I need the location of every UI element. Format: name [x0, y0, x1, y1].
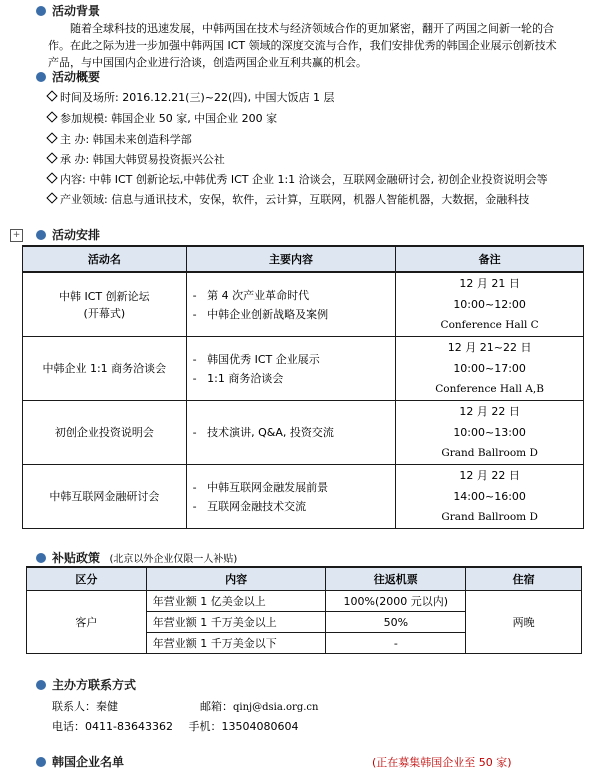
- table-move-handle-icon[interactable]: +: [10, 229, 23, 242]
- schedule-row: [23, 272, 584, 337]
- schedule-row: [23, 337, 584, 401]
- subsidy-table: [26, 566, 582, 654]
- schedule-note-cell: 12 月 22 日 14:00~16:00 Grand Ballroom D: [396, 465, 584, 529]
- section-contact-title: 主办方联系方式: [36, 676, 136, 693]
- subsidy-header-cell: 往返机票: [326, 567, 466, 591]
- section-background-title: 活动背景: [36, 2, 100, 19]
- section-bullet-icon: [36, 6, 46, 16]
- background-line-1: 随着全球科技的迅速发展，中韩两国在技术与经济领域合作的更加紧密，翻开了两国之间新一轮的合: [70, 22, 554, 35]
- subsidy-content-cell: 年营业额 1 亿美金以上: [146, 591, 326, 612]
- schedule-content-cell: - 技术演讲, Q&A, 投资交流: [186, 401, 396, 465]
- schedule-header-cell: 备注: [396, 246, 584, 272]
- schedule-name-cell: 初创企业投资说明会: [23, 401, 187, 465]
- schedule-note-cell: 12 月 21~22 日 10:00~17:00 Conference Hall A,B: [396, 337, 584, 401]
- schedule-content-cell: - 第 4 次产业革命时代 - 中韩企业创新战略及案例: [186, 272, 396, 337]
- schedule-name-cell: 中韩 ICT 创新论坛 (开幕式): [23, 272, 187, 337]
- subsidy-header-cell: 住宿: [466, 567, 582, 591]
- diamond-bullet-icon: [46, 172, 57, 183]
- schedule-content-cell: - 韩国优秀 ICT 企业展示 - 1:1 商务洽谈会: [186, 337, 396, 401]
- korea-list-note: (正在募集韩国企业至 50 家): [372, 756, 512, 769]
- subsidy-category-cell: 客户: [27, 591, 147, 654]
- section-bullet-icon: [36, 230, 46, 240]
- subsidy-row: [27, 591, 582, 612]
- schedule-name-cell: 中韩企业 1:1 商务洽谈会: [23, 337, 187, 401]
- subsidy-header-cell: 区分: [27, 567, 147, 591]
- subsidy-ticket-cell: -: [326, 633, 466, 654]
- section-bullet-icon: [36, 72, 46, 82]
- diamond-bullet-icon: [46, 132, 57, 143]
- subsidy-content-cell: 年营业额 1 千万美金以上: [146, 612, 326, 633]
- section-schedule-title: 活动安排: [36, 226, 100, 243]
- schedule-content-cell: - 中韩互联网金融发展前景 - 互联网金融技术交流: [186, 465, 396, 529]
- section-overview-title: 活动概要: [36, 68, 100, 85]
- subsidy-header-row: [27, 567, 582, 591]
- overview-item: 承 办: 韩国大韩贸易投资振兴公社: [48, 151, 225, 167]
- subsidy-note: (北京以外企业仅限一人补贴): [109, 554, 238, 565]
- overview-item: 参加规模: 韩国企业 50 家, 中国企业 200 家: [48, 110, 277, 126]
- section-bullet-icon: [36, 757, 46, 767]
- overview-item: 主 办: 韩国未来创造科学部: [48, 131, 192, 147]
- schedule-row: [23, 465, 584, 529]
- schedule-note-cell: 12 月 22 日 10:00~13:00 Grand Ballroom D: [396, 401, 584, 465]
- section-korea-list-title: 韩国企业名单: [36, 753, 124, 770]
- subsidy-ticket-cell: 50%: [326, 612, 466, 633]
- background-paragraph: [48, 20, 588, 71]
- schedule-note-cell: 12 月 21 日 10:00~12:00 Conference Hall C: [396, 272, 584, 337]
- schedule-table: [22, 245, 584, 529]
- background-line-3: 产品，与中国国内企业进行洽谈，创造两国企业互利共赢的机会。: [48, 56, 367, 69]
- schedule-header-cell: 活动名: [23, 246, 187, 272]
- schedule-header-cell: 主要内容: [186, 246, 396, 272]
- contact-email: 邮箱：qinj@dsia.org.cn: [200, 700, 319, 713]
- diamond-bullet-icon: [46, 192, 57, 203]
- subsidy-content-cell: 年营业额 1 千万美金以下: [146, 633, 326, 654]
- section-subsidy-title: 补贴政策 (北京以外企业仅限一人补贴): [36, 549, 237, 566]
- subsidy-ticket-cell: 100%(2000 元以内): [326, 591, 466, 612]
- background-line-2: 作。在此之际为进一步加强中韩两国 ICT 领域的深度交流与合作，我们安排优秀的韩国企业展示创新技术: [48, 39, 557, 52]
- section-bullet-icon: [36, 553, 46, 563]
- section-bullet-icon: [36, 680, 46, 690]
- subsidy-lodging-cell: 两晚: [466, 591, 582, 654]
- contact-phone: 电话：0411-83643362 手机：13504080604: [52, 720, 299, 733]
- overview-item: 时间及场所: 2016.12.21(三)~22(四), 中国大饭店 1 层: [48, 89, 335, 105]
- contact-person: 联系人：秦健: [52, 700, 118, 713]
- overview-item: 内容: 中韩 ICT 创新论坛,中韩优秀 ICT 企业 1:1 洽谈会，互联网金融研讨会, 初创企业投资说明会等: [48, 171, 548, 187]
- diamond-bullet-icon: [46, 152, 57, 163]
- schedule-row: [23, 401, 584, 465]
- schedule-header-row: [23, 246, 584, 272]
- subsidy-header-cell: 内容: [146, 567, 326, 591]
- diamond-bullet-icon: [46, 111, 57, 122]
- overview-item: 产业领域: 信息与通讯技术，安保，软件，云计算，互联网，机器人智能机器，大数据，金融科技: [48, 191, 529, 207]
- diamond-bullet-icon: [46, 90, 57, 101]
- schedule-name-cell: 中韩互联网金融研讨会: [23, 465, 187, 529]
